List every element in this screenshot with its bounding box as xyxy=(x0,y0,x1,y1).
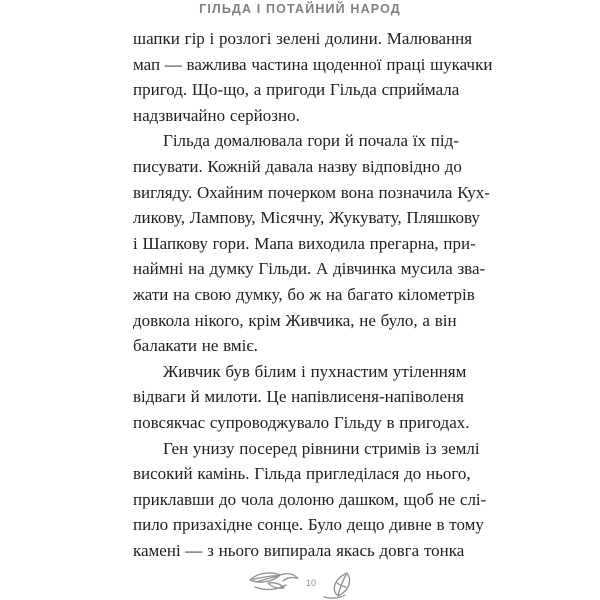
text-line: жати на свою думку, бо ж на багато кілометрів xyxy=(133,284,475,304)
text-line: довкола нікого, крім Живчика, не було, а він xyxy=(133,310,457,330)
text-line: і Шапкову гори. Мапа виходила прегарна, при- xyxy=(133,233,476,253)
text-line: писувати. Кожній давала назву відповідно до xyxy=(133,156,462,176)
text-line: надзвичайно серйозно. xyxy=(133,105,300,125)
paragraph xyxy=(133,359,493,436)
leaf-sprig-icon xyxy=(246,568,302,594)
paragraph xyxy=(133,436,493,564)
text-line: повсякчас супроводжувало Гільду в пригодах. xyxy=(133,412,470,432)
text-line: мап — важлива частина щоденної праці шукачки xyxy=(133,54,493,74)
page-number: 10 xyxy=(305,578,316,588)
text-line: Живчик був білим і пухнастим утіленням xyxy=(163,361,467,381)
page-text xyxy=(133,26,493,563)
text-line: приклавши до чола долоню дашком, щоб не слі- xyxy=(133,489,487,509)
running-header-title: ГІЛЬДА І ПОТАЙНИЙ НАРОД xyxy=(199,2,401,16)
text-line: ликову, Лампову, Місячну, Жукувату, Пляшкову xyxy=(133,208,480,228)
text-line: Ген унизу посеред рівнини стримів із землі xyxy=(163,438,480,458)
text-line: Гільда домалювала гори й почала їх під- xyxy=(163,131,459,151)
paragraph xyxy=(133,128,493,358)
text-line: вигляду. Охайним почерком вона позначила Кух- xyxy=(133,182,490,202)
leaf-icon xyxy=(320,571,354,599)
text-line: наймні на думку Гільди. А дівчинка мусила зва- xyxy=(133,259,486,279)
text-line: шапки гір і розлогі зелені долини. Малювання xyxy=(133,29,473,48)
text-line: високий камінь. Гільда пригледілася до нього, xyxy=(133,464,471,484)
text-line: балакати не вміє. xyxy=(133,336,258,356)
paragraph xyxy=(133,26,493,128)
text-line: відваги й милоти. Це напівлисеня-напіволеня xyxy=(133,387,465,407)
page-footer xyxy=(0,564,600,598)
text-line: пригод. Що-що, а пригоди Гільда сприймала xyxy=(133,80,460,100)
text-line: камені — з нього випирала якась довга тонка xyxy=(133,540,465,560)
text-line: пило призахідне сонце. Було дещо дивне в тому xyxy=(133,515,484,535)
